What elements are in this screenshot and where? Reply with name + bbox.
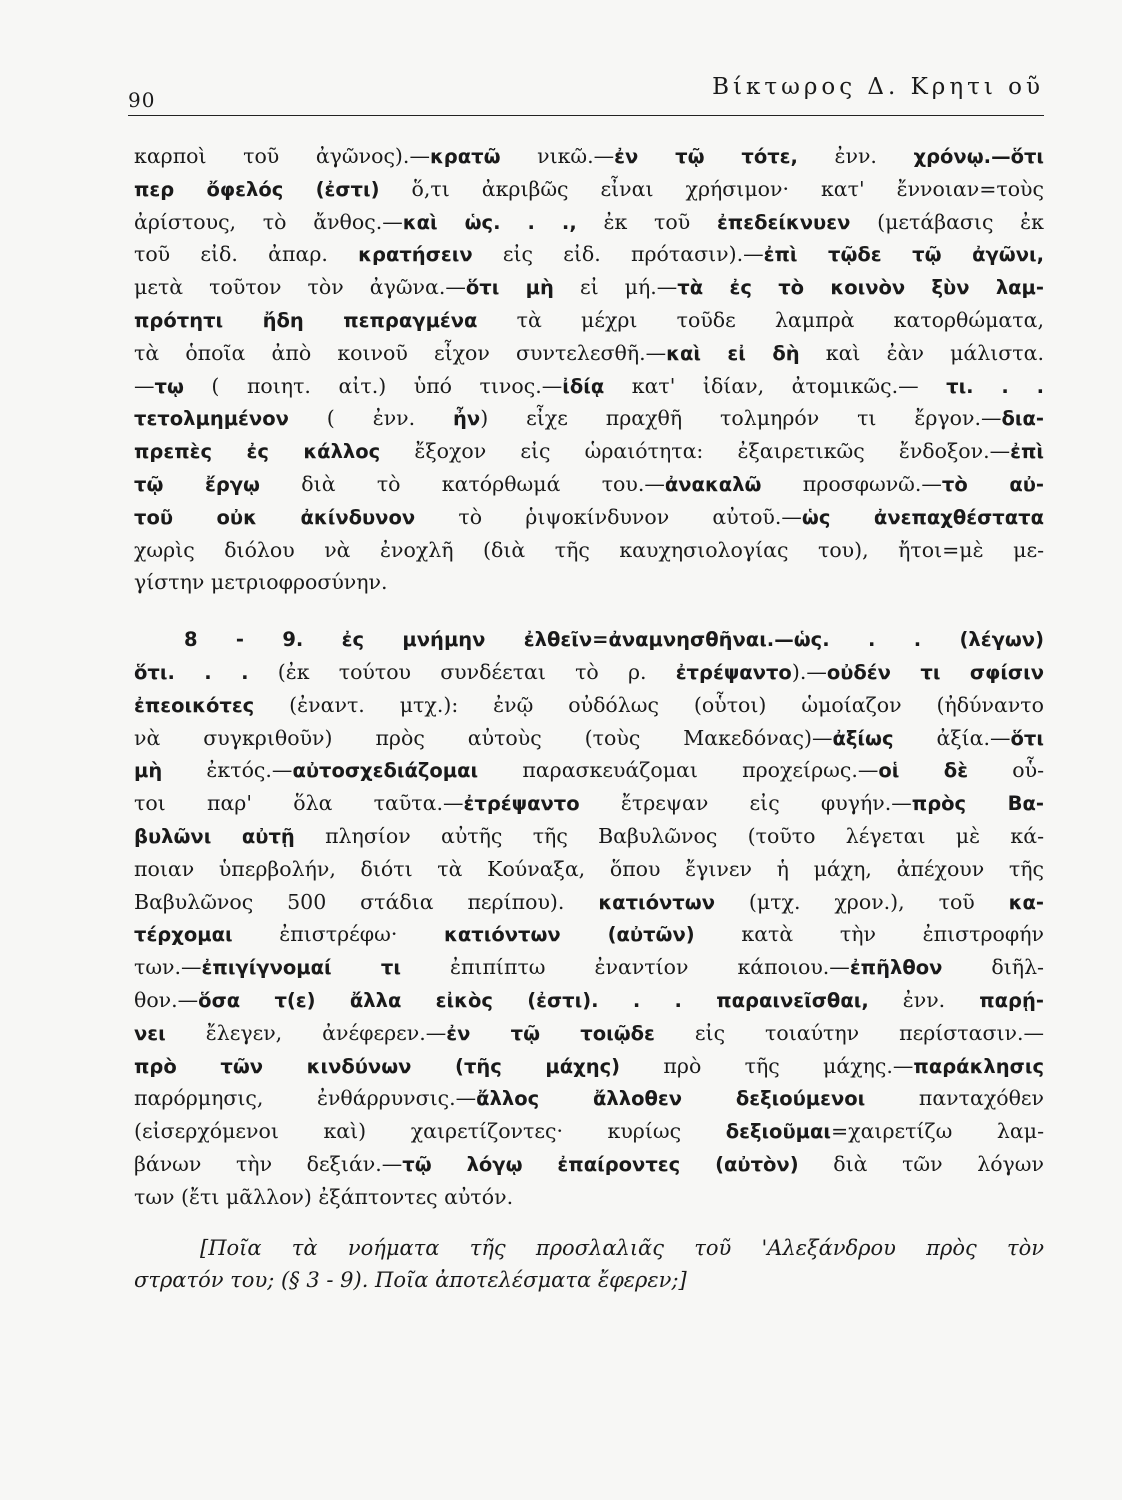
text-line: τοῦ εἰδ. ἀπαρ. κρατήσειν εἰς εἰδ. πρότασιν).—ἐπὶ τῷδε τῷ ἀγῶνι, xyxy=(134,242,1044,267)
text-line: παρόρμησις, ἐνθάρρυνσις.—ἄλλος ἄλλοθεν δεξιούμενοι πανταχόθεν xyxy=(134,1086,1044,1111)
body-text xyxy=(134,140,1044,1297)
text-line: μὴ ἐκτός.—αὐτοσχεδιάζομαι παρασκευάζομαι προχείρως.—οἱ δὲ οὗ- xyxy=(134,758,1044,783)
text-line: —τῳ ( ποιητ. αἰτ.) ὑπό τινος.—ἰδίᾳ κατ' ἰδίαν, ἀτομικῶς.— τι. . . xyxy=(134,373,1044,398)
text-line: βάνων τὴν δεξιάν.—τῷ λόγῳ ἐπαίροντες (αὐτὸν) διὰ τῶν λόγων xyxy=(134,1151,1044,1176)
text-line: των.—ἐπιγίγνομαί τι ἐπιπίπτω ἐναντίον κάποιου.—ἐπῆλθον διῆλ- xyxy=(134,955,1044,980)
question-line: [Ποῖα τὰ νοήματα τῆς προσλαλιᾶς τοῦ 'Αλεξάνδρου πρὸς τὸν xyxy=(200,1235,1044,1260)
text-line: των (ἔτι μᾶλλον) ἐξάπτοντες αὐτόν. xyxy=(134,1184,514,1209)
text-line: ποιαν ὑπερβολήν, διότι τὰ Κούναξα, ὅπου ἔγινεν ἡ μάχη, ἀπέχουν τῆς xyxy=(134,856,1044,881)
text-line: τέρχομαι ἐπιστρέφω· κατιόντων (αὐτῶν) κατὰ τὴν ἐπιστροφήν xyxy=(134,922,1044,947)
text-line: τοι παρ' ὅλα ταῦτα.—ἐτρέψαντο ἔτρεψαν εἰς φυγήν.—πρὸς Βα- xyxy=(134,791,1044,816)
review-questions xyxy=(134,1232,1044,1298)
text-line: τῷ ἔργῳ διὰ τὸ κατόρθωμά του.—ἀνακαλῶ προσφωνῶ.—τὸ αὐ- xyxy=(134,471,1044,496)
text-line: ἀρίστους, τὸ ἄνθος.—καὶ ὡς. . ., ἐκ τοῦ ἐπεδείκνυεν (μετάβασις ἐκ xyxy=(134,209,1044,234)
text-line: πρὸ τῶν κινδύνων (τῆς μάχης) πρὸ τῆς μάχης.—παράκλησις xyxy=(134,1053,1044,1078)
page-header xyxy=(128,70,1044,110)
text-line: τὰ ὁποῖα ἀπὸ κοινοῦ εἶχον συντελεσθῆ.—καὶ εἰ δὴ καὶ ἐὰν μάλιστα. xyxy=(134,340,1044,365)
questions-gap xyxy=(134,1214,1044,1232)
paragraph-gap xyxy=(134,599,1044,623)
commentary-paragraph-2 xyxy=(134,623,1044,1213)
text-line: ὅτι. . . (ἐκ τούτου συνδέεται τὸ ρ. ἐτρέψαντο).—οὐδέν τι σφίσιν xyxy=(134,659,1044,684)
text-line: πρεπὲς ἐς κάλλος ἔξοχον εἰς ὡραιότητα: ἐξαιρετικῶς ἔνδοξον.—ἐπὶ xyxy=(134,439,1044,464)
text-line: βυλῶνι αὐτῇ πλησίον αὐτῆς τῆς Βαβυλῶνος (τοῦτο λέγεται μὲ κά- xyxy=(134,823,1044,848)
text-line: πρότητι ἤδη πεπραγμένα τὰ μέχρι τοῦδε λαμπρὰ κατορθώματα, xyxy=(134,307,1044,332)
running-title: Βίκτωρος Δ. Κρητι οῦ xyxy=(712,74,1044,100)
text-line: Βαβυλῶνος 500 στάδια περίπου). κατιόντων (μτχ. χρον.), τοῦ κα- xyxy=(134,889,1044,914)
text-line: νει ἔλεγεν, ἀνέφερεν.—ἐν τῷ τοιῷδε εἰς τοιαύτην περίστασιν.— xyxy=(134,1020,1044,1045)
text-line: περ ὄφελός (ἐστι) ὅ,τι ἀκριβῶς εἶναι χρήσιμον· κατ' ἔννοιαν=τοὺς xyxy=(134,176,1044,201)
text-line: τοῦ οὐκ ἀκίνδυνον τὸ ῥιψοκίνδυνον αὐτοῦ.—ὡς ἀνεπαχθέστατα xyxy=(134,504,1044,529)
text-line: θον.—ὅσα τ(ε) ἄλλα εἰκὸς (ἐστι). . . παραινεῖσθαι, ἐνν. παρῄ- xyxy=(134,987,1044,1012)
text-line: μετὰ τοῦτον τὸν ἀγῶνα.—ὅτι μὴ εἰ μή.—τὰ ἐς τὸ κοινὸν ξὺν λαμ- xyxy=(134,275,1044,300)
text-line: ἐπεοικότες (ἐναντ. μτχ.): ἐνῷ οὐδόλως (οὗτοι) ὡμοίαζον (ἠδύναντο xyxy=(134,692,1044,717)
text-line: νὰ συγκριθοῦν) πρὸς αὐτοὺς (τοὺς Μακεδόνας)—ἀξίως ἀξία.—ὅτι xyxy=(134,725,1044,750)
text-line: χωρὶς διόλου νὰ ἐνοχλῆ (διὰ τῆς καυχησιολογίας του), ἤτοι=μὲ με- xyxy=(134,537,1044,562)
text-line: γίστην μετριοφροσύνην. xyxy=(134,570,388,595)
text-line: τετολμημένον ( ἐνν. ἦν) εἶχε πραχθῆ τολμηρόν τι ἔργον.—δια- xyxy=(134,406,1044,431)
question-line: στρατόν του; (§ 3 - 9). Ποῖα ἀποτελέσματα ἔφερεν;] xyxy=(134,1268,687,1293)
header-rule xyxy=(128,115,1044,116)
page-number: 90 xyxy=(128,88,156,112)
commentary-paragraph-1 xyxy=(134,140,1044,599)
text-line: καρποὶ τοῦ ἀγῶνος).—κρατῶ νικῶ.—ἐν τῷ τότε, ἐνν. χρόνῳ.—ὅτι xyxy=(134,144,1044,168)
text-line: 8 - 9. ἐς μνήμην ἐλθεῖν=ἀναμνησθῆναι.—ὡς. . . (λέγων) xyxy=(184,628,1044,652)
text-line: (εἰσερχόμενοι καὶ) χαιρετίζοντες· κυρίως δεξιοῦμαι=χαιρετίζω λαμ- xyxy=(134,1119,1044,1144)
